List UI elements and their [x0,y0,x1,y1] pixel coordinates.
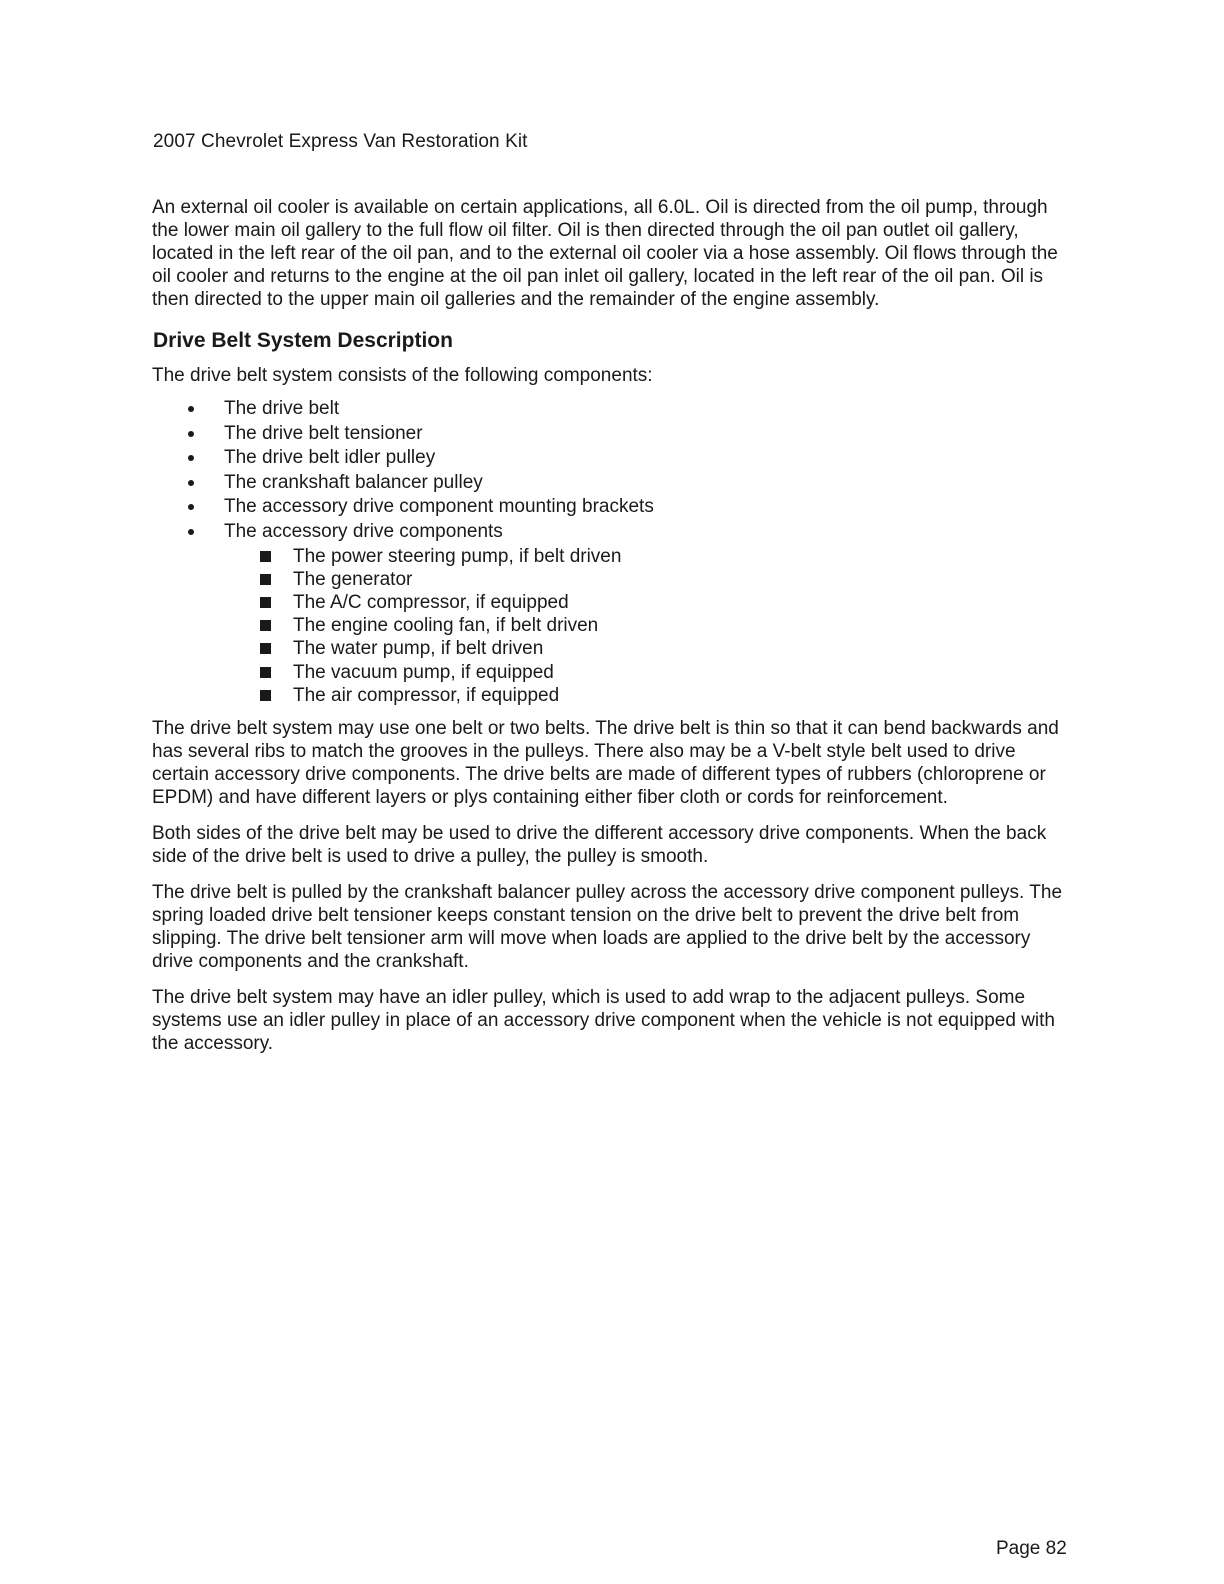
sub-list-item-text: The power steering pump, if belt driven [293,545,622,567]
list-item-text: The drive belt [224,398,340,419]
component-list [152,397,1067,707]
bullet-dot-icon [188,529,194,535]
bullet-square-icon [260,597,271,608]
sub-list-item [224,637,1067,660]
sub-list-item [224,568,1067,591]
body-paragraph: The drive belt is pulled by the crankshaft balancer pulley across the accessory drive component pulleys. The spring loaded drive belt tensioner keeps constant tension on the drive belt to prevent the drive belt from slipping. The drive belt tensioner arm will move when loads are applied to the drive belt by the accessory drive components and the crankshaft. [152,881,1063,972]
intro-paragraph: An external oil cooler is available on certain applications, all 6.0L. Oil is directed from the oil pump, through the lower main oil gallery to the full flow oil filter. Oil is then directed through the oil pan outlet oil gallery, located in the left rear of the oil pan, and to the external oil cooler via a hose assembly. Oil flows through the oil cooler and returns to the engine at the oil pan inlet oil gallery, located in the left rear of the oil pan. Oil is then directed to the upper main oil galleries and the remainder of the engine assembly. [152,197,1058,310]
list-item [152,471,1067,496]
sub-list-item [224,684,1067,707]
sub-list-item-text: The vacuum pump, if equipped [293,661,554,683]
bullet-dot-icon [188,504,194,510]
accessory-sub-list [224,545,1067,707]
sub-list-item-text: The water pump, if belt driven [293,638,544,660]
list-item-text: The drive belt tensioner [224,422,423,444]
body-paragraph: The drive belt system may have an idler pulley, which is used to add wrap to the adjacent pulleys. Some systems use an idler pulley in place of an accessory drive component when the vehicle is not equipped with the accessory. [152,986,1056,1054]
sub-list-item [224,661,1067,684]
list-item [152,495,1067,520]
bullet-dot-icon [188,406,194,412]
section-heading: Drive Belt System Description [153,329,453,352]
list-item-text: The accessory drive components [224,520,503,542]
bullet-square-icon [260,551,271,562]
bullet-dot-icon [188,455,194,461]
page-number: Page 82 [996,1538,1067,1559]
list-item [152,422,1067,447]
bullet-square-icon [260,620,271,631]
sub-list-item [224,614,1067,637]
list-item [152,520,1067,707]
bullet-dot-icon [188,480,194,486]
bullet-dot-icon [188,431,194,437]
bullet-square-icon [260,667,271,678]
sub-list-item [224,545,1067,568]
body-paragraph: Both sides of the drive belt may be used to drive the different accessory drive components. When the back side of the drive belt is used to drive a pulley, the pulley is smooth. [152,822,1047,867]
sub-list-item-text: The A/C compressor, if equipped [293,591,569,613]
sub-list-item-text: The air compressor, if equipped [293,684,560,706]
list-item [152,397,1067,422]
list-item-text: The crankshaft balancer pulley [224,471,483,493]
document-header: 2007 Chevrolet Express Van Restoration Kit [153,131,528,152]
list-item [152,446,1067,471]
list-item-text: The drive belt idler pulley [224,447,436,469]
bullet-square-icon [260,690,271,701]
body-paragraph: The drive belt system may use one belt or two belts. The drive belt is thin so that it can bend backwards and has several ribs to match the grooves in the pulleys. There also may be a V-belt style belt used to drive certain accessory drive components. The drive belts are made of different types of rubbers (chloroprene or EPDM) and have different layers or plys containing either fiber cloth or cords for reinforcement. [152,717,1059,808]
bullet-square-icon [260,574,271,585]
list-item-text: The accessory drive component mounting brackets [224,496,654,518]
sub-list-item-text: The engine cooling fan, if belt driven [293,615,599,637]
document-body [152,196,1067,1068]
sub-list-item-text: The generator [293,568,413,590]
bullet-square-icon [260,643,271,654]
section-lead-in: The drive belt system consists of the following components: [152,365,653,386]
sub-list-item [224,591,1067,614]
